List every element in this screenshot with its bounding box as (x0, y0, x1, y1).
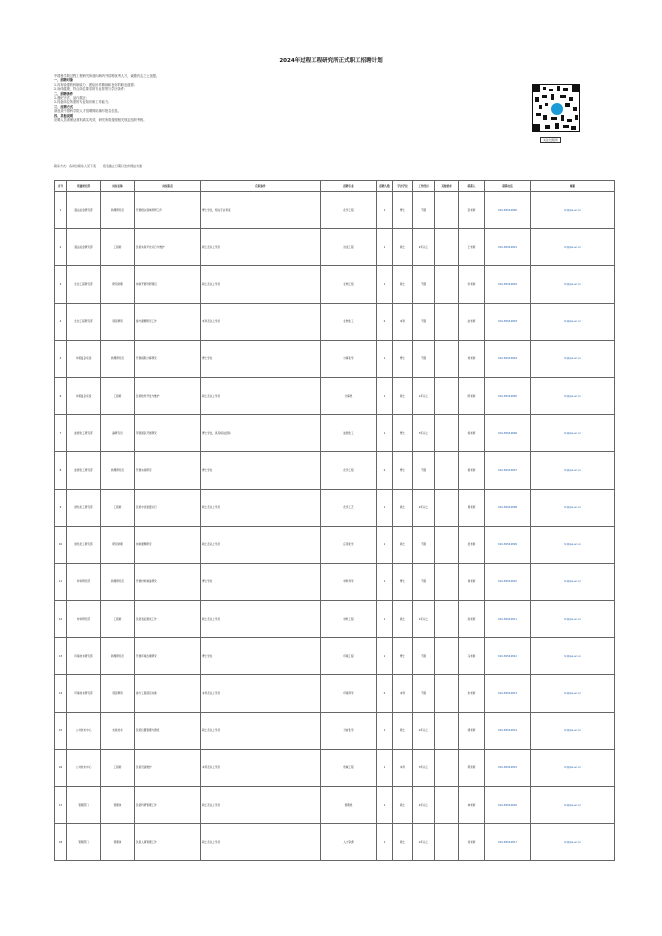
table-cell: 硕士及以上学历 (201, 787, 321, 824)
table-cell (435, 675, 459, 712)
table-cell: 1 (377, 787, 393, 824)
table-cell: 化学工艺 (321, 489, 377, 526)
table-cell: hr@ipe.ac.cn (531, 712, 615, 749)
table-cell: 16 (55, 749, 67, 786)
table-cell: 不限 (413, 563, 435, 600)
note-deadline: 报名截止日期以发布网站为准 (102, 164, 142, 168)
table-cell: 010-82544807 (485, 452, 531, 489)
table-cell: 副研究员 (101, 415, 135, 452)
table-cell: 王老师 (459, 229, 485, 266)
table-cell: 湿法冶金研究部 (67, 192, 101, 229)
section-heading: 四、其他说明 (54, 113, 74, 118)
section-line: 1.遵纪守法，品行端正； (54, 96, 89, 101)
table-cell: hr@ipe.ac.cn (531, 266, 615, 303)
table-cell: hr@ipe.ac.cn (531, 489, 615, 526)
table-cell: 生物工程 (321, 266, 377, 303)
table-cell: 材料研究部 (67, 601, 101, 638)
table-cell: 生物化工 (321, 303, 377, 340)
table-cell: 010-82544805 (485, 377, 531, 414)
table-cell: 本科 (393, 749, 413, 786)
table-row (55, 303, 615, 340)
table-cell: 能源化工 (321, 415, 377, 452)
column-header: 联系人 (459, 181, 485, 192)
table-cell: hr@ipe.ac.cn (531, 229, 615, 266)
table-row (55, 638, 615, 675)
table-cell: 010-82544801 (485, 229, 531, 266)
table-cell: 2年以上 (413, 824, 435, 861)
table-cell (435, 749, 459, 786)
table-cell: 助理研究员 (101, 340, 135, 377)
table-cell (435, 303, 459, 340)
table-cell: 工程师 (101, 377, 135, 414)
table-cell: 010-82544800 (485, 192, 531, 229)
column-header: 学历学位 (393, 181, 413, 192)
table-cell: 博士 (393, 340, 413, 377)
table-cell: hr@ipe.ac.cn (531, 303, 615, 340)
table-row (55, 452, 615, 489)
section-heading: 一、招聘对象 (54, 78, 74, 83)
table-cell (435, 192, 459, 229)
table-cell: 参与工程项目实施 (135, 675, 201, 712)
table-cell: 博士学位 (201, 452, 321, 489)
table-row (55, 601, 615, 638)
table-cell: hr@ipe.ac.cn (531, 452, 615, 489)
table-cell: 010-82544802 (485, 266, 531, 303)
table-cell: 本科及以上学历 (201, 675, 321, 712)
table-cell: 张老师 (459, 192, 485, 229)
table-cell: 8 (55, 452, 67, 489)
table-cell: 工程师 (101, 601, 135, 638)
table-cell: 010-82544804 (485, 340, 531, 377)
section-line: 2.身体健康，符合岗位要求的专业背景与学历条件； (54, 87, 128, 92)
section-line: 应聘人员须保证材料真实有效，研究所将按照相关规定组织考核。 (54, 118, 147, 123)
table-cell: 13 (55, 638, 67, 675)
notes (54, 164, 614, 168)
table-cell: 能源化工研究部 (67, 452, 101, 489)
table-row (55, 192, 615, 229)
table-cell: 负责人事管理工作 (135, 824, 201, 861)
column-header: 其他要求 (435, 181, 459, 192)
table-cell: 多相复杂系统 (67, 377, 101, 414)
intro-block (54, 74, 524, 122)
table-cell: 开展环境治理研究 (135, 638, 201, 675)
table-header-row (55, 181, 615, 192)
table-cell: 本科 (393, 303, 413, 340)
table-cell: 开展材料制备研究 (135, 563, 201, 600)
table-cell: 博士学位 (201, 340, 321, 377)
table-cell: 9 (55, 489, 67, 526)
table-cell: 1 (377, 563, 393, 600)
table-cell: hr@ipe.ac.cn (531, 340, 615, 377)
table-cell: 管理岗 (101, 787, 135, 824)
table-cell: 项目聘用 (101, 675, 135, 712)
table-row (55, 489, 615, 526)
table-cell: 1 (377, 526, 393, 563)
table-cell: 010-82544815 (485, 749, 531, 786)
table-cell: 硕士及以上学历 (201, 824, 321, 861)
table-cell: 负责实验平台运行与维护 (135, 229, 201, 266)
table-cell: 生化工程研究部 (67, 266, 101, 303)
table-cell: 负责科研管理工作 (135, 787, 201, 824)
recruitment-table (54, 180, 615, 861)
table-cell: 公共技术中心 (67, 749, 101, 786)
table-cell: 12 (55, 601, 67, 638)
table-cell: 赵老师 (459, 303, 485, 340)
table-cell: 多相复杂系统 (67, 340, 101, 377)
table-cell (435, 229, 459, 266)
table-cell: 博士 (393, 415, 413, 452)
table-cell (435, 489, 459, 526)
table-cell: hr@ipe.ac.cn (531, 377, 615, 414)
table-cell: 工程师 (101, 749, 135, 786)
qr-logo-icon (550, 102, 564, 116)
table-cell: 本科及以上学历 (201, 749, 321, 786)
table-row (55, 563, 615, 600)
table-cell: hr@ipe.ac.cn (531, 675, 615, 712)
table-cell: 4 (55, 303, 67, 340)
table-cell: 本科及以上学历 (201, 303, 321, 340)
table-cell: hr@ipe.ac.cn (531, 563, 615, 600)
table-cell: 不限 (413, 526, 435, 563)
table-cell: 1 (377, 415, 393, 452)
table-cell: 硕士及以上学历 (201, 526, 321, 563)
table-cell: 化学工程 (321, 192, 377, 229)
table-cell: 3年以上 (413, 415, 435, 452)
table-cell (435, 415, 459, 452)
table-cell: 010-82544806 (485, 415, 531, 452)
page-title: 2024年过程工程研究所正式职工招聘计划 (279, 58, 383, 64)
table-cell: 1 (377, 638, 393, 675)
table-cell: 协助开展科研项目 (135, 266, 201, 303)
table-cell: 010-82544810 (485, 563, 531, 600)
table-cell: 研究助理 (101, 266, 135, 303)
table-cell: 周老师 (459, 489, 485, 526)
table-cell: 环境工程 (321, 638, 377, 675)
table-cell: 环境科学 (321, 675, 377, 712)
table-cell: 硕士 (393, 787, 413, 824)
table-cell: hr@ipe.ac.cn (531, 749, 615, 786)
table-row (55, 675, 615, 712)
table-cell: 机械工程 (321, 749, 377, 786)
table-cell (435, 601, 459, 638)
column-header: 招聘人数 (377, 181, 393, 192)
table-cell: 3年以上 (413, 749, 435, 786)
table-cell: 010-82544809 (485, 526, 531, 563)
table-cell: 本科 (393, 675, 413, 712)
table-cell: 杨老师 (459, 415, 485, 452)
table-cell: 负责仪器管理与测试 (135, 712, 201, 749)
table-cell: 胡老师 (459, 712, 485, 749)
table-cell: 17 (55, 787, 67, 824)
table-cell: 博士学位，具有相关经验 (201, 415, 321, 452)
table-cell: 李老师 (459, 266, 485, 303)
table-row (55, 340, 615, 377)
table-cell: 硕士及以上学历 (201, 229, 321, 266)
table-row (55, 377, 615, 414)
table-cell: 硕士 (393, 824, 413, 861)
table-cell: 助理研究员 (101, 452, 135, 489)
table-cell: hr@ipe.ac.cn (531, 526, 615, 563)
table-cell: 朱老师 (459, 675, 485, 712)
table-cell: 吴老师 (459, 526, 485, 563)
table-cell: 硕士 (393, 601, 413, 638)
table-cell: 生化工程研究部 (67, 303, 101, 340)
table-cell: 2 (377, 452, 393, 489)
table-cell: 010-82544808 (485, 489, 531, 526)
table-cell: 协助课题研究 (135, 526, 201, 563)
table-cell: 刘老师 (459, 340, 485, 377)
section-heading: 二、招聘条件 (54, 91, 74, 96)
column-header: 所属研究部 (67, 181, 101, 192)
table-cell: 15 (55, 712, 67, 749)
table-cell: 分析化学 (321, 712, 377, 749)
table-cell: 工程师 (101, 489, 135, 526)
column-header: 序号 (55, 181, 67, 192)
table-row (55, 415, 615, 452)
column-header: 任职条件 (201, 181, 321, 192)
table-cell: 化学工程 (321, 452, 377, 489)
table-cell: 1 (55, 192, 67, 229)
table-row (55, 266, 615, 303)
table-cell: 18 (55, 824, 67, 861)
table-cell: 材料研究部 (67, 563, 101, 600)
table-cell: 1 (377, 266, 393, 303)
table-cell: hr@ipe.ac.cn (531, 638, 615, 675)
table-cell (435, 712, 459, 749)
section-line: 请登录中国科学院人才招聘网站填写报名信息。 (54, 109, 121, 114)
table-cell: 14 (55, 675, 67, 712)
table-cell: 硕士 (393, 229, 413, 266)
table-cell: 工程师 (101, 229, 135, 266)
table-row (55, 526, 615, 563)
table-cell: 负责中试装置运行 (135, 489, 201, 526)
table-cell: 博士学位，相关专业背景 (201, 192, 321, 229)
table-cell: 硕士 (393, 712, 413, 749)
table-cell: 徐老师 (459, 563, 485, 600)
table-cell: 助理研究员 (101, 638, 135, 675)
table-cell: 2年以上 (413, 489, 435, 526)
column-header: 招聘专业 (321, 181, 377, 192)
column-header: 工作经历 (413, 181, 435, 192)
column-header: 岗位职责 (135, 181, 201, 192)
table-cell: 硕士及以上学历 (201, 266, 321, 303)
table-cell: 硕士及以上学历 (201, 601, 321, 638)
table-cell: 负责设备维护 (135, 749, 201, 786)
table-cell: 环境技术研究部 (67, 675, 101, 712)
table-row (55, 712, 615, 749)
table-cell: 1 (377, 377, 393, 414)
table-cell: 1 (377, 340, 393, 377)
table-cell (435, 266, 459, 303)
table-cell: 010-82544817 (485, 824, 531, 861)
note-contact: 联系方式：各岗位联系人见下表 (54, 164, 97, 168)
table-cell: 2年以上 (413, 712, 435, 749)
table-cell (435, 526, 459, 563)
table-cell: 带领团队开展研究 (135, 415, 201, 452)
table-cell: 应用化学 (321, 526, 377, 563)
table-cell: 硕士及以上学历 (201, 489, 321, 526)
table-cell: 010-82544813 (485, 675, 531, 712)
table-cell: 人力资源 (321, 824, 377, 861)
table-cell: 开展相关领域科研工作 (135, 192, 201, 229)
table-cell: 2 (377, 675, 393, 712)
table-cell (435, 787, 459, 824)
table-cell: 不限 (413, 303, 435, 340)
table-cell: 负责表征测试工作 (135, 601, 201, 638)
table-cell: 10 (55, 526, 67, 563)
table-cell: 010-82544812 (485, 638, 531, 675)
table-cell: 绿色化工研究部 (67, 489, 101, 526)
table-cell: 材料工程 (321, 601, 377, 638)
table-cell (435, 563, 459, 600)
table-cell: 管理部门 (67, 787, 101, 824)
table-cell: 林老师 (459, 787, 485, 824)
section-line: 2.具备岗位所需的专业知识和工作能力； (54, 100, 112, 105)
table-cell: hr@ipe.ac.cn (531, 601, 615, 638)
table-cell: hr@ipe.ac.cn (531, 787, 615, 824)
table-cell: 公共技术中心 (67, 712, 101, 749)
table-cell: 11 (55, 563, 67, 600)
table-row (55, 787, 615, 824)
table-cell: 不限 (413, 675, 435, 712)
table-cell: 管理类 (321, 787, 377, 824)
table-cell: 010-82544816 (485, 787, 531, 824)
table-cell: 1 (377, 712, 393, 749)
table-cell: 黄老师 (459, 452, 485, 489)
table-cell: 010-82544803 (485, 303, 531, 340)
table-cell: 硕士及以上学历 (201, 712, 321, 749)
table-cell: hr@ipe.ac.cn (531, 824, 615, 861)
table-cell: 环境技术研究部 (67, 638, 101, 675)
table-cell: 010-82544814 (485, 712, 531, 749)
table-cell: 助理研究员 (101, 192, 135, 229)
table-cell: 2年以上 (413, 229, 435, 266)
table-cell: 010-82544811 (485, 601, 531, 638)
table-cell: 湿法冶金研究部 (67, 229, 101, 266)
table-cell: 硕士 (393, 526, 413, 563)
table-cell: 马老师 (459, 638, 485, 675)
table-cell: 博士 (393, 452, 413, 489)
table-cell: 5 (55, 340, 67, 377)
qr-code-icon (532, 84, 580, 132)
table-cell: 1年以上 (413, 601, 435, 638)
section-heading: 三、应聘方式 (54, 104, 74, 109)
table-cell: 何老师 (459, 824, 485, 861)
table-cell: 郭老师 (459, 749, 485, 786)
table-cell: 开展实验研究 (135, 452, 201, 489)
table-cell: 计算化学 (321, 340, 377, 377)
table-cell: hr@ipe.ac.cn (531, 192, 615, 229)
table-cell: 不限 (413, 266, 435, 303)
table-cell: 1 (377, 749, 393, 786)
table-cell: 管理部门 (67, 824, 101, 861)
table-cell: 研究助理 (101, 526, 135, 563)
table-cell: 负责软件开发与维护 (135, 377, 201, 414)
table-cell: 管理岗 (101, 824, 135, 861)
table-cell (435, 377, 459, 414)
table-cell: 实验技术 (101, 712, 135, 749)
table-cell: 硕士及以上学历 (201, 377, 321, 414)
table-cell: 项目聘用 (101, 303, 135, 340)
table-cell: 绿色化工研究部 (67, 526, 101, 563)
table-cell: 材料科学 (321, 563, 377, 600)
table-row (55, 824, 615, 861)
table-cell: 7 (55, 415, 67, 452)
column-header: 联系电话 (485, 181, 531, 192)
table-cell: 1年以上 (413, 377, 435, 414)
table-cell: 陈老师 (459, 377, 485, 414)
table-cell: 2 (377, 303, 393, 340)
table-cell (435, 452, 459, 489)
table-row (55, 229, 615, 266)
table-cell: 6 (55, 377, 67, 414)
table-cell: 博士 (393, 563, 413, 600)
table-cell: 参与课题研究工作 (135, 303, 201, 340)
table-cell: 硕士 (393, 489, 413, 526)
table-cell: 不限 (413, 340, 435, 377)
table-cell: 不限 (413, 638, 435, 675)
table-cell: 开展模拟计算研究 (135, 340, 201, 377)
table-cell: 2年以上 (413, 787, 435, 824)
table-cell: 1 (377, 489, 393, 526)
table-cell: 1 (377, 824, 393, 861)
table-cell: 硕士 (393, 377, 413, 414)
table-cell: 硕士 (393, 266, 413, 303)
intro-paragraph: 中国科学院过程工程研究所面向海内外招聘优秀人才，诚邀有志之士加盟。 (54, 74, 160, 78)
table-cell: 1 (377, 601, 393, 638)
table-cell: 助理研究员 (101, 563, 135, 600)
table-cell: 孙老师 (459, 601, 485, 638)
table-cell: 计算机 (321, 377, 377, 414)
table-cell: 不限 (413, 192, 435, 229)
table-cell (435, 824, 459, 861)
table-cell: 不限 (413, 452, 435, 489)
table-cell: 博士学位 (201, 563, 321, 600)
table-cell (435, 340, 459, 377)
table-cell: 博士 (393, 638, 413, 675)
section-line: 1.具有较强的科研能力、团队协作精神和良好的职业道德； (54, 82, 137, 87)
table-cell: 1 (377, 192, 393, 229)
table-cell: 能源化工研究部 (67, 415, 101, 452)
qr-caption: 关注过程所 (540, 137, 561, 143)
table-cell: 3 (55, 266, 67, 303)
table-cell: 冶金工程 (321, 229, 377, 266)
table-cell: 博士学位 (201, 638, 321, 675)
column-header: 岗位名称 (101, 181, 135, 192)
table-cell: 博士 (393, 192, 413, 229)
table-cell: 2 (55, 229, 67, 266)
table-cell: 1 (377, 229, 393, 266)
table-cell (435, 638, 459, 675)
table-row (55, 749, 615, 786)
column-header: 邮箱 (531, 181, 615, 192)
table-cell: hr@ipe.ac.cn (531, 415, 615, 452)
